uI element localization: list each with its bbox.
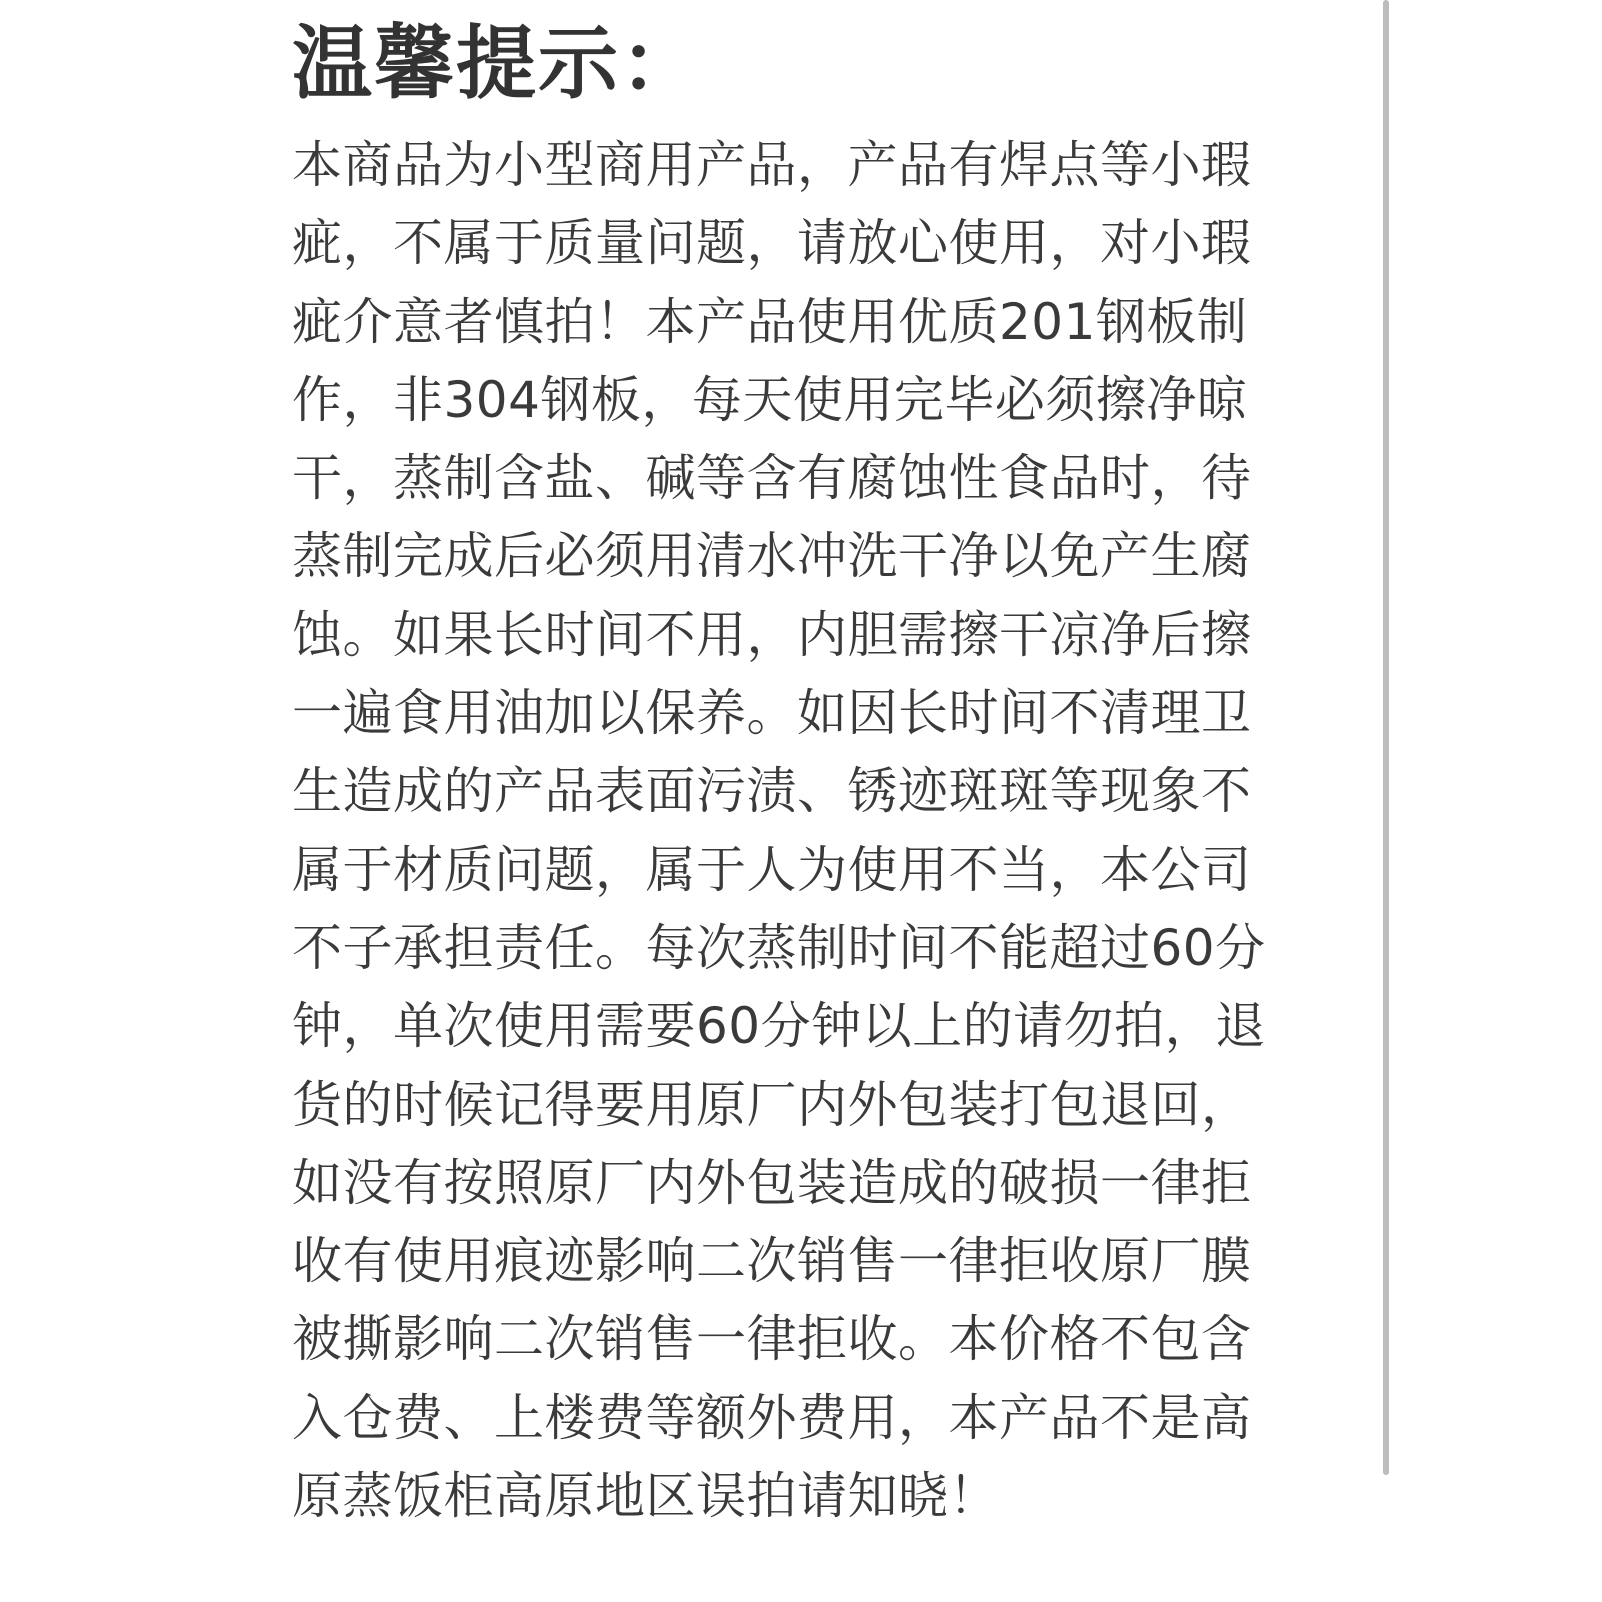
notice-line: 不子承担责任。每次蒸制时间不能超过60分 (292, 918, 1266, 977)
notice-line: 疵介意者慎拍！本产品使用优质201钢板制 (292, 292, 1248, 351)
notice-line: 收有使用痕迹影响二次销售一律拒收原厂膜 (292, 1232, 1252, 1291)
notice-line: 作，非304钢板，每天使用完毕必须擦净晾 (292, 370, 1248, 429)
notice-line: 钟，单次使用需要60分钟以上的请勿拍，退 (292, 997, 1266, 1056)
notice-line: 被撕影响二次销售一律拒收。本价格不包含 (292, 1310, 1252, 1369)
notice-title: 温馨提示： (292, 17, 702, 110)
notice-line: 干，蒸制含盐、碱等含有腐蚀性食品时，待 (292, 449, 1252, 508)
notice-line: 本商品为小型商用产品，产品有焊点等小瑕 (292, 136, 1252, 194)
scrollbar[interactable] (1380, 0, 1392, 1475)
notice-line: 蚀。如果长时间不用，内胆需擦干凉净后擦 (292, 605, 1252, 664)
notice-line: 疵，不属于质量问题，请放心使用，对小瑕 (292, 214, 1252, 273)
notice-line: 原蒸饭柜高原地区误拍请知晓！ (292, 1467, 999, 1526)
notice-line: 生造成的产品表面污渍、锈迹斑斑等现象不 (292, 762, 1252, 821)
notice-line: 货的时候记得要用原厂内外包装打包退回， (292, 1075, 1252, 1134)
notice-body (292, 126, 1322, 1535)
scrollbar-thumb[interactable] (1383, 0, 1389, 1475)
notice-line: 蒸制完成后必须用清水冲洗干净以免产生腐 (292, 527, 1252, 586)
notice-line: 属于材质问题，属于人为使用不当，本公司 (292, 840, 1252, 899)
notice-line: 入仓费、上楼费等额外费用，本产品不是高 (292, 1388, 1252, 1447)
notice-panel (292, 10, 1322, 1535)
notice-line: 一遍食用油加以保养。如因长时间不清理卫 (292, 684, 1252, 743)
notice-line: 如没有按照原厂内外包装造成的破损一律拒 (292, 1153, 1252, 1212)
